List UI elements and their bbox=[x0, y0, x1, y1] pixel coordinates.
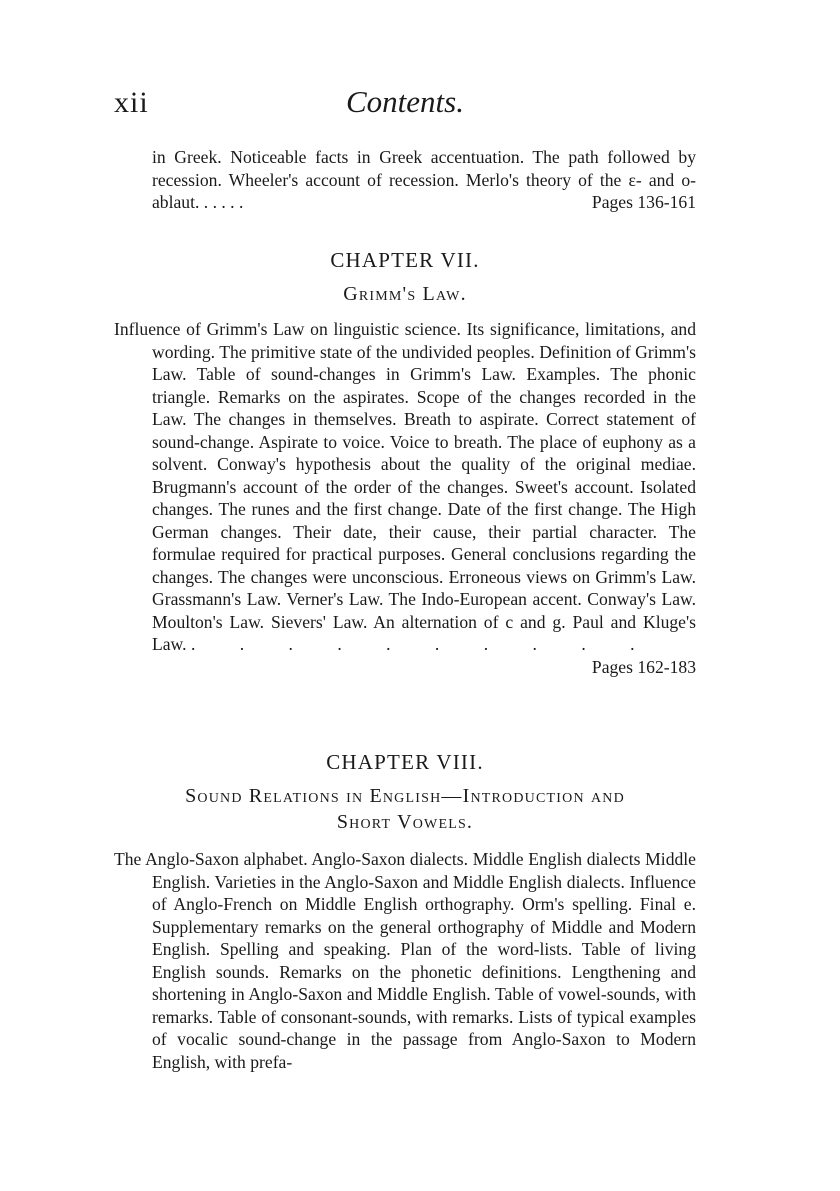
chapter8-contents bbox=[114, 848, 696, 1073]
running-title: Contents. bbox=[346, 84, 464, 119]
chapter8-number: CHAPTER VIII. bbox=[326, 750, 484, 774]
chapter7-summary bbox=[114, 318, 696, 677]
chapter7-leader-dots: . . . . . . . . . . bbox=[190, 634, 655, 654]
page-number: xii bbox=[114, 86, 149, 119]
chapter7-page-range: Pages 162-183 bbox=[591, 656, 696, 677]
chapter8-title-line1: Sound Relations in English—Introduction and bbox=[185, 785, 625, 807]
chapter7-summary-text: Influence of Grimm's Law on linguistic science. Its significance, limitations, and wording. The primitive state of the undivided peoples. Definition of Grimm's Law. Table of sound-changes in Grimm's Law. Examples. The phonic triangle. Remarks on the aspirates. Scope of the changes recorded in the Law. The changes in themselves. Breath to aspirate. Correct statement of sound-change. Aspirate to voice. Voice to breath. The place of euphony as a solvent. Conway's hypothesis about the quality of the original mediae. Brugmann's account of the order of the changes. Sweet's account. Isolated changes. The runes and the first change. Date of the first change. The High German changes. Their date, their cause, their partial character. The formulae required for practical purposes. General conclusions regarding the changes. The changes were unconscious. Erroneous views on Grimm's Law. Grassmann's Law. Verner's Law. The Indo-European accent. Conway's Law. Moulton's Law. Sievers' Law. An alternation of c and g. Paul and Kluge's Law. bbox=[114, 319, 696, 654]
chapter7-heading bbox=[114, 248, 696, 307]
chapter6-summary-text: in Greek. Noticeable facts in Greek accentuation. The path followed by recession. Wheeler's account of recession. Merlo's theory of the ε- and ο- ablaut. . . . . . bbox=[152, 147, 696, 212]
chapter7-number: CHAPTER VII. bbox=[330, 248, 480, 272]
chapter6-continuation bbox=[114, 146, 696, 214]
chapter8-title-line2: Short Vowels. bbox=[336, 811, 474, 833]
chapter7-contents bbox=[114, 318, 696, 678]
chapter7-title: Grimm's Law. bbox=[343, 283, 467, 305]
chapter6-summary-end bbox=[114, 146, 696, 214]
chapter8-summary: The Anglo-Saxon alphabet. Anglo-Saxon dialects. Middle English dialects Middle English. Varieties in the Anglo-Saxon and Middle English dialects. Influence of Anglo-French on Middle English orthography. Orm's spelling. Final e. Supplementary remarks on the general orthography of Middle and Modern English. Spelling and speaking. Plan of the word-lists. Table of living English sounds. Remarks on the phonetic definitions. Lengthening and shortening in Anglo-Saxon and Middle English. Table of vowel-sounds, with remarks. Table of consonant-sounds, with remarks. Lists of typical examples of vocalic sound-change in the passage from Anglo-Saxon to Modern English, with prefa- bbox=[114, 849, 696, 1072]
chapter8-heading bbox=[114, 750, 696, 835]
chapter6-page-range: Pages 136-161 bbox=[591, 192, 696, 212]
page-header bbox=[114, 84, 696, 124]
